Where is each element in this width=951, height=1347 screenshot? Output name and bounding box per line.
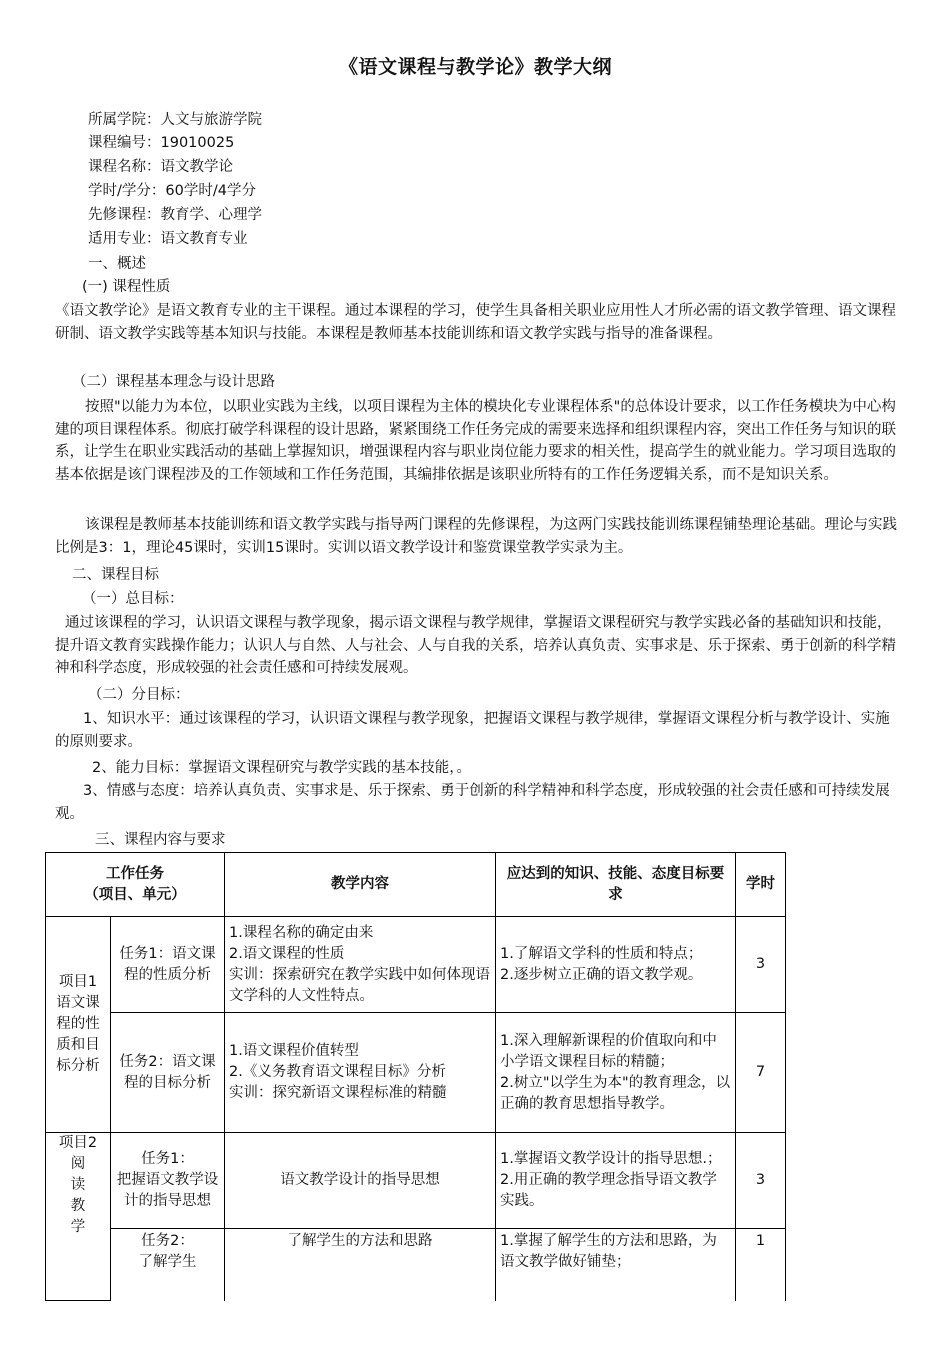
meta-course-name: 课程名称：语文教学论 — [88, 159, 233, 175]
subsection-heading-2-1: （一）总目标： — [82, 591, 184, 607]
paragraph-overall-goal: 通过该课程的学习，认识语文课程与教学现象，揭示语文课程与教学规律，掌握语文课程研究与教学实践必备的基础知识和技能，提升语文教育实践操作能力；认识人与自然、人与社会、人与自我的关系，培养认真负责、实事求是、乐于探索、勇于创新的科学精神和科学态度，形成较强的社会责任感和可持续发展观。 — [55, 615, 896, 676]
task-name: 任务2：语文课程的目标分析 — [111, 1013, 225, 1133]
meta-prerequisites: 先修课程：教育学、心理学 — [88, 207, 262, 223]
table-row — [46, 917, 786, 1013]
header-content: 教学内容 — [225, 853, 496, 917]
table-header-row — [46, 853, 786, 917]
header-goal: 应达到的知识、技能、态度目标要求 — [496, 853, 736, 917]
meta-course-code: 课程编号：19010025 — [88, 135, 235, 151]
section-heading-2: 二、课程目标 — [72, 567, 159, 583]
task-name: 任务1： 把握语文教学设计的指导思想 — [111, 1133, 225, 1229]
task-goal: 1.掌握语文教学设计的指导思想.； 2.用正确的教学理念指导语文教学实践。 — [496, 1133, 736, 1229]
task-hours: 3 — [736, 1133, 786, 1229]
section-heading-1: 一、概述 — [88, 256, 146, 272]
task-hours: 3 — [736, 917, 786, 1013]
task-hours: 1 — [736, 1229, 786, 1301]
header-hours: 学时 — [736, 853, 786, 917]
meta-hours-credits: 学时/学分：60学时/4学分 — [88, 183, 256, 199]
paragraph-ability-goal: 2、能力目标：掌握语文课程研究与教学实践的基本技能，。 — [92, 760, 471, 776]
task-name: 任务2： 了解学生 — [111, 1229, 225, 1301]
task-goal: 1.深入理解新课程的价值取向和中小学语文课程目标的精髓； 2.树立"以学生为本"的教育理念，以正确的教育思想指导教学。 — [496, 1013, 736, 1133]
table-row — [46, 1229, 786, 1301]
task-hours: 7 — [736, 1013, 786, 1133]
subsection-heading-2-2: （二）分目标： — [88, 687, 190, 703]
project-name: 项目2 阅 读 教 学 — [46, 1133, 111, 1301]
section-heading-3: 三、课程内容与要求 — [95, 832, 226, 848]
task-name: 任务1：语文课程的性质分析 — [111, 917, 225, 1013]
project-name: 项目1 语文课 程的性 质和目 标分析 — [46, 917, 111, 1133]
paragraph-prerequisite-role: 该课程是教师基本技能训练和语文教学实践与指导两门课程的先修课程，为这两门实践技能训练课程铺垫理论基础。理论与实践比例是3：1，理论45课时，实训15课时。实训以语文教学设计和鉴赏课堂教学实录为主。 — [55, 517, 897, 556]
task-goal: 1.了解语文学科的性质和特点； 2.逐步树立正确的语文教学观。 — [496, 917, 736, 1013]
table-row — [46, 1133, 786, 1229]
paragraph-attitude-goal: 3、情感与态度：培养认真负责、实事求是、乐于探索、勇于创新的科学精神和科学态度，形成较强的社会责任感和可持续发展观。 — [55, 783, 890, 822]
meta-major: 适用专业：语文教育专业 — [88, 231, 248, 247]
task-goal: 1.掌握了解学生的方法和思路，为语文教学做好铺垫； — [496, 1229, 736, 1301]
subsection-heading-1-2: （二）课程基本理念与设计思路 — [72, 374, 275, 390]
header-task: 工作任务 （项目、单元） — [46, 853, 225, 917]
paragraph-knowledge-goal: 1、知识水平：通过该课程的学习，认识语文课程与教学现象，把握语文课程与教学规律，掌握语文课程分析与教学设计、实施的原则要求。 — [55, 711, 890, 750]
meta-college: 所属学院：人文与旅游学院 — [88, 112, 262, 128]
task-content: 1.课程名称的确定由来 2.语文课程的性质 实训：探索研究在教学实践中如何体现语文学科的人文性特点。 — [225, 917, 496, 1013]
task-content: 了解学生的方法和思路 — [225, 1229, 496, 1301]
paragraph-design-ideas: 按照"以能力为本位，以职业实践为主线，以项目课程为主体的模块化专业课程体系"的总体设计要求，以工作任务模块为中心构建的项目课程体系。彻底打破学科课程的设计思路，紧紧围绕工作任务完成的需要来选择和组织课程内容，突出工作任务与知识的联系，让学生在职业实践活动的基础上掌握知识，增强课程内容与职业岗位能力要求的相关性，提高学生的就业能力。学习项目选取的基本依据是该门课程涉及的工作领域和工作任务范围，其编排依据是该职业所特有的工作任务逻辑关系，而不是知识关系。 — [55, 399, 896, 483]
subsection-heading-1-1: (一) 课程性质 — [82, 279, 171, 295]
document-title: 《语文课程与教学论》教学大纲 — [338, 56, 612, 78]
paragraph-course-nature: 《语文教学论》是语文教育专业的主干课程。通过本课程的学习，使学生具备相关职业应用性人才所必需的语文教学管理、语文课程研制、语文教学实践等基本知识与技能。本课程是教师基本技能训练和语文教学实践与指导的准备课程。 — [55, 303, 896, 342]
table-row — [46, 1013, 786, 1133]
task-content: 1.语文课程价值转型 2.《义务教育语文课程目标》分析 实训：探究新语文课程标准的精髓 — [225, 1013, 496, 1133]
course-content-table — [45, 852, 786, 1301]
task-content: 语文教学设计的指导思想 — [225, 1133, 496, 1229]
